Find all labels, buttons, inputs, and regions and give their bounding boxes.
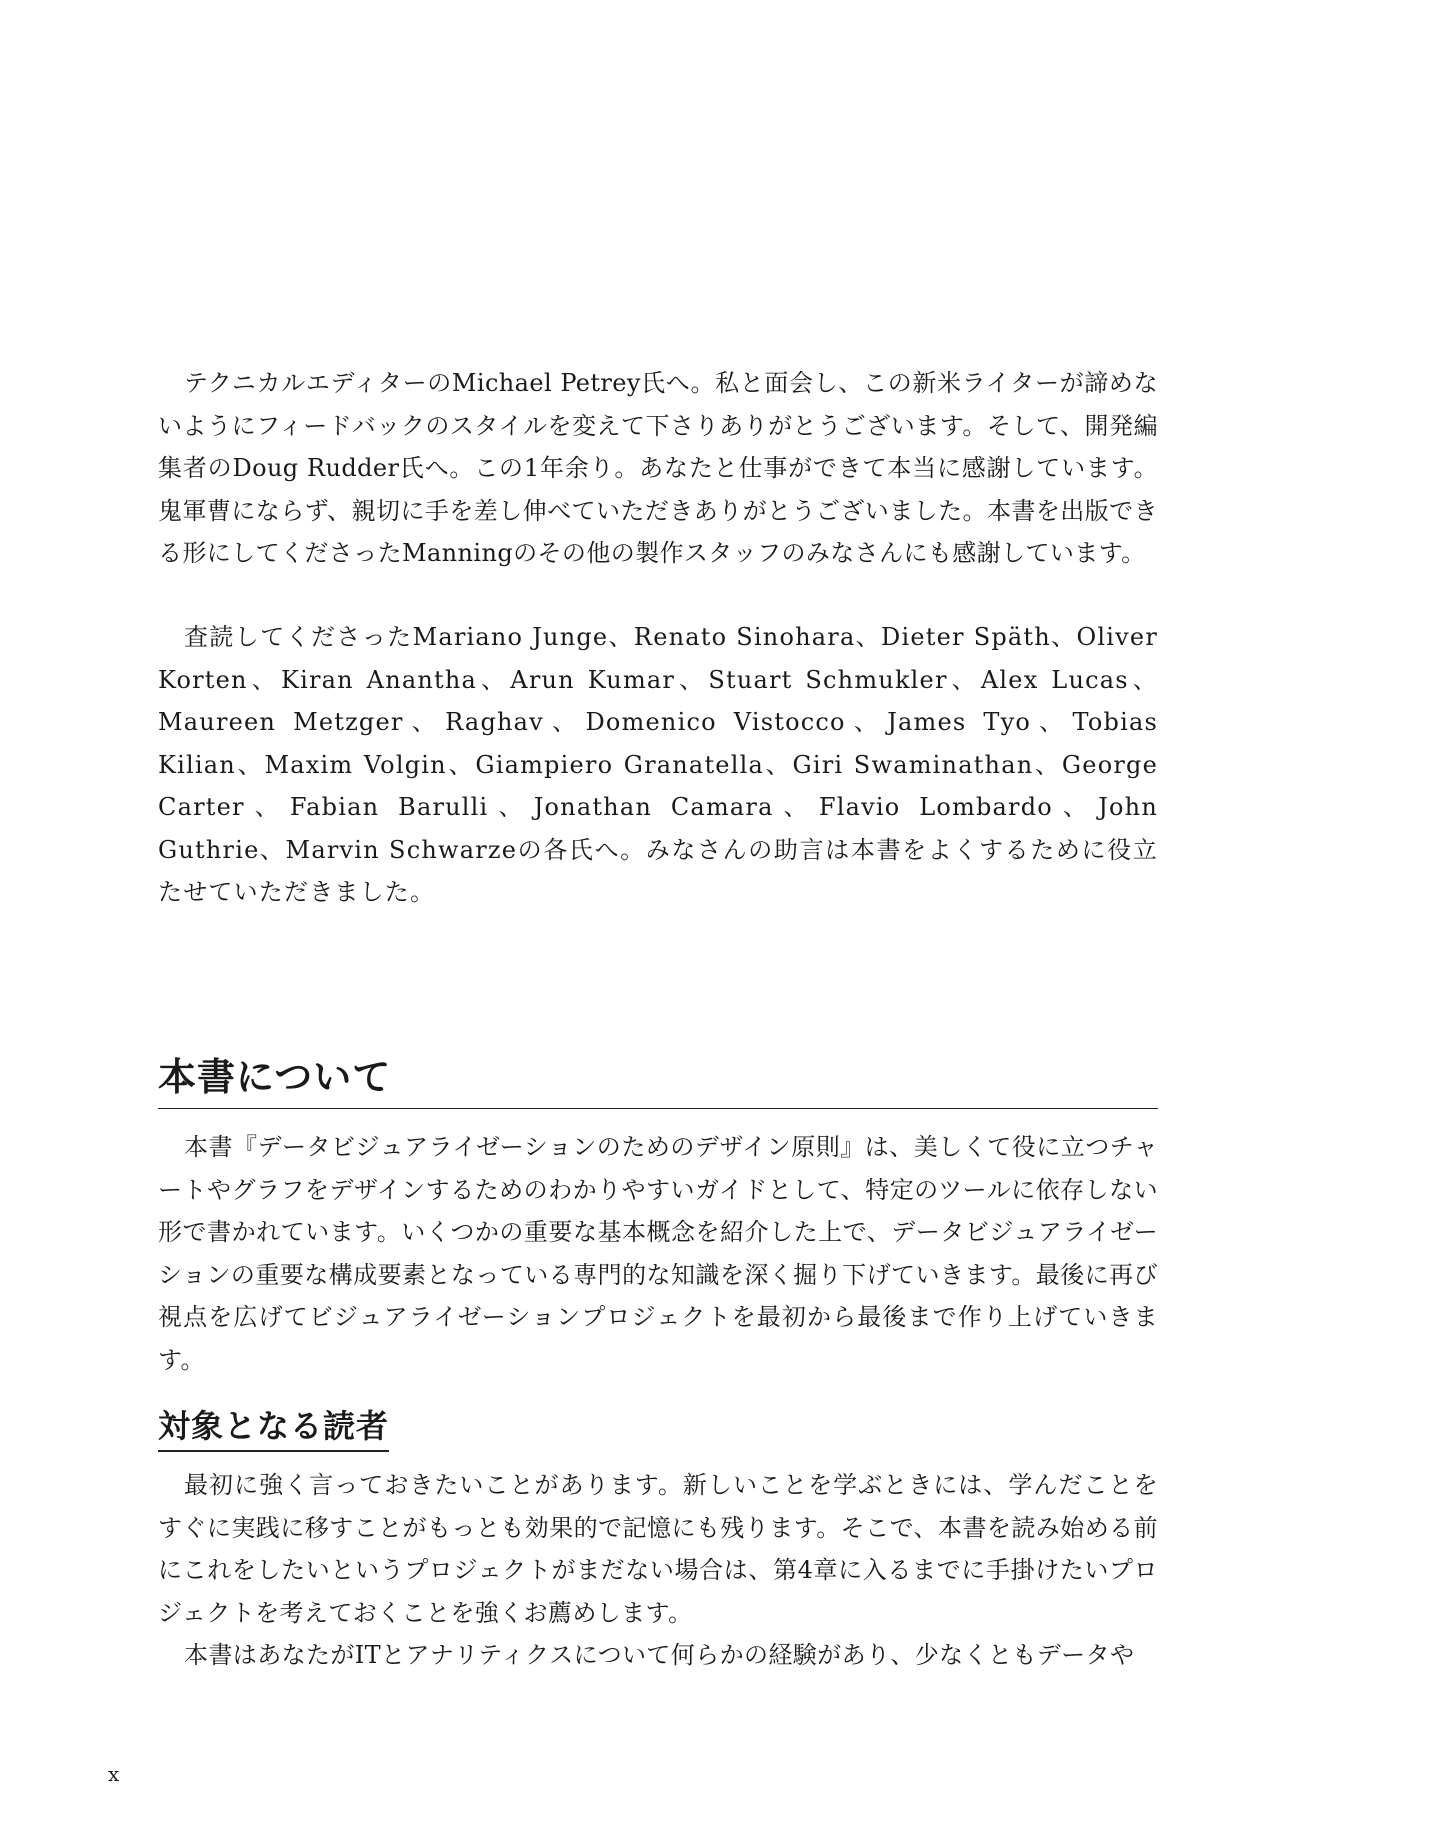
- audience-section-body: [158, 1464, 1158, 1677]
- audience-section-title: 対象となる読者: [158, 1404, 389, 1452]
- acknowledgements-reviewers-block: [158, 616, 1158, 914]
- about-section-title: 本書について: [158, 1050, 1158, 1109]
- audience-paragraph-2: 本書はあなたがITとアナリティクスについて何らかの経験があり、少なくともデータや: [184, 1641, 1135, 1669]
- about-section-paragraph: 本書『データビジュアライゼーションのためのデザイン原則』は、美しくて役に立つチャートやグラフをデザインするためのわかりやすいガイドとして、特定のツールに依存しない形で書かれています。いくつかの重要な基本概念を紹介した上で、データビジュアライゼーションの重要な構成要素となっている専門的な知識を深く掘り下げていきます。最後に再び視点を広げてビジュアライゼーションプロジェクトを最初から最後まで作り上げていきます。: [158, 1133, 1158, 1374]
- audience-paragraph-1: 最初に強く言っておきたいことがあります。新しいことを学ぶときには、学んだことをすぐに実践に移すことがもっとも効果的で記憶にも残ります。そこで、本書を読み始める前にこれをしたいというプロジェクトがまだない場合は、第4章に入るまでに手掛けたいプロジェクトを考えておくことを強くお薦めします。: [158, 1471, 1158, 1627]
- acknowledgements-editors-paragraph: テクニカルエディターのMichael Petrey氏へ。私と面会し、この新米ライターが諦めないようにフィードバックのスタイルを変えて下さりありがとうございます。そして、開発編集者のDoug Rudder氏へ。この1年余り。あなたと仕事ができて本当に感謝しています。鬼軍曹にならず、親切に手を差し伸べていただきありがとうございました。本書を出版できる形にしてくださったManningのその他の製作スタッフのみなさんにも感謝しています。: [158, 369, 1158, 567]
- acknowledgements-editors-block: [158, 362, 1158, 575]
- acknowledgements-reviewers-paragraph: 査読してくださったMariano Junge、Renato Sinohara、Dieter Späth、Oliver Korten、Kiran Anantha、Arun Kumar、Stuart Schmukler、Alex Lucas、Maureen Metzger、Raghav、Domenico Vistocco、James Tyo、Tobias Kilian、Maxim Volgin、Giampiero Granatella、Giri Swaminathan、George Carter、Fabian Barulli、Jonathan Camara、Flavio Lombardo、John Guthrie、Marvin Schwarzeの各氏へ。みなさんの助言は本書をよくするために役立たせていただきました。: [158, 623, 1158, 906]
- page-number: x: [108, 1762, 120, 1786]
- about-section-body: [158, 1126, 1158, 1381]
